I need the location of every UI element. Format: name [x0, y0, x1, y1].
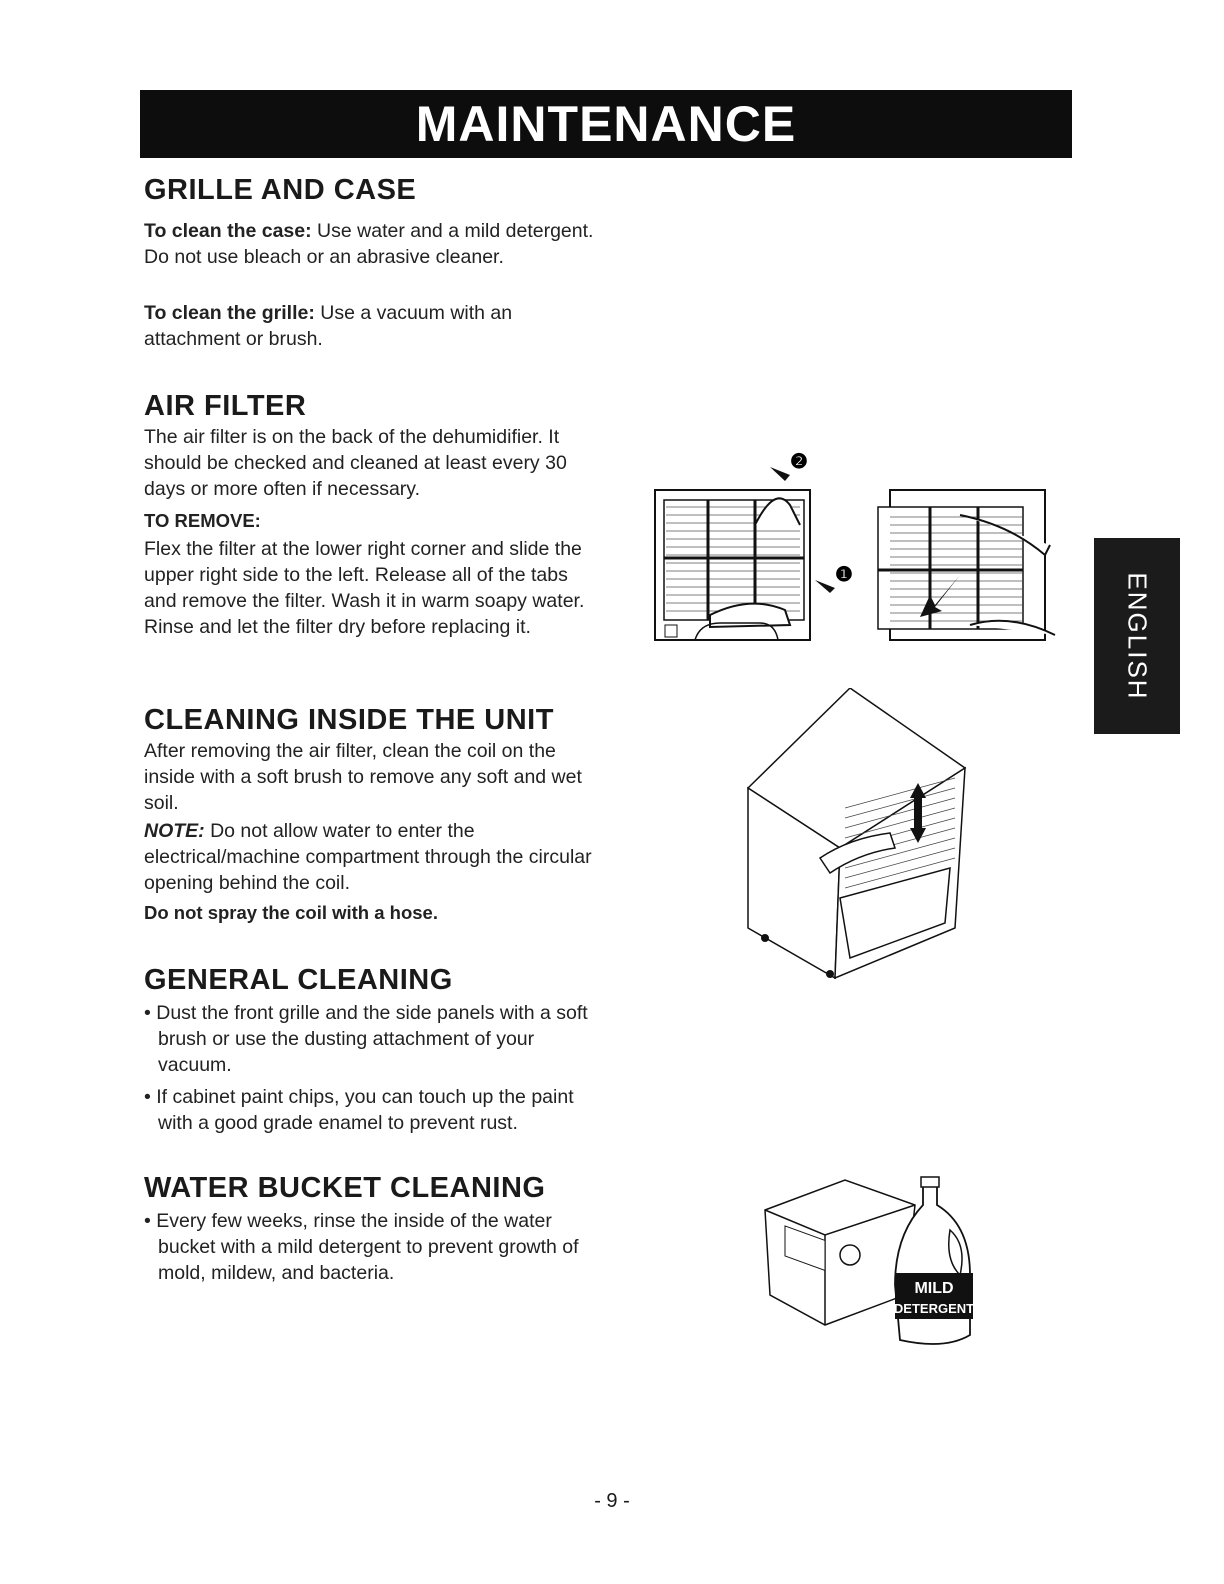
- water-bucket-bullet: • Every few weeks, rinse the inside of the water bucket with a mild detergent to prevent growth of mold, mildew, and bacteria.: [144, 1210, 579, 1284]
- clean-case-paragraph: [144, 218, 594, 270]
- cleaning-inside-heading: CLEANING INSIDE THE UNIT: [144, 704, 554, 736]
- page-banner: [140, 90, 1072, 158]
- general-cleaning-bullet: • Dust the front grille and the side panels with a soft brush or use the dusting attachment of your vacuum.: [144, 1002, 588, 1076]
- cleaning-inside-text: After removing the air filter, clean the coil on the inside with a soft brush to remove any soft and wet soil.: [144, 740, 582, 814]
- grille-and-case-heading: GRILLE AND CASE: [144, 174, 417, 206]
- clean-grille-text: Use a vacuum with an attachment or brush.: [144, 302, 513, 350]
- general-cleaning-heading: GENERAL CLEANING: [144, 964, 453, 996]
- note-text: Do not allow water to enter the electrical/machine compartment through the circular opening behind the coil.: [144, 820, 592, 894]
- clean-case-text: Use water and a mild detergent. Do not use bleach or an abrasive cleaner.: [144, 220, 594, 268]
- cleaning-inside-note: [144, 818, 594, 896]
- filter-removal-illustration: [650, 445, 1060, 645]
- language-side-tab: [1094, 538, 1180, 734]
- air-filter-intro: The air filter is on the back of the dehumidifier. It should be checked and cleaned at least every 30 days or more often if necessary.: [144, 426, 567, 500]
- filter-step-1-badge: ❶: [835, 564, 853, 586]
- coil-cleaning-illustration: [740, 688, 970, 988]
- banner-title: MAINTENANCE: [415, 96, 797, 152]
- to-remove-label: TO REMOVE:: [144, 510, 261, 531]
- page-number: - 9 -: [594, 1490, 630, 1512]
- air-filter-heading: AIR FILTER: [144, 390, 307, 422]
- filter-step-2-badge: ❷: [790, 451, 808, 473]
- water-bucket-illustration: [755, 1175, 985, 1355]
- note-label: NOTE:: [144, 820, 205, 842]
- clean-grille-label: To clean the grille:: [144, 302, 315, 324]
- coil-warning: Do not spray the coil with a hose.: [144, 902, 438, 923]
- clean-grille-paragraph: [144, 300, 594, 352]
- side-tab-label: ENGLISH: [1122, 571, 1153, 701]
- detergent-label-line2: DETERGENT: [893, 1301, 975, 1316]
- general-cleaning-bullet: • If cabinet paint chips, you can touch up the paint with a good grade enamel to prevent rust.: [144, 1086, 574, 1134]
- clean-case-label: To clean the case:: [144, 220, 312, 242]
- water-bucket-heading: WATER BUCKET CLEANING: [144, 1172, 546, 1204]
- detergent-label-line1: MILD: [914, 1280, 954, 1297]
- to-remove-text: Flex the filter at the lower right corner and slide the upper right side to the left. Release all of the tabs and remove the filter. Wash it in warm soapy water. Rinse and let the filter dry before replacing it.: [144, 538, 585, 638]
